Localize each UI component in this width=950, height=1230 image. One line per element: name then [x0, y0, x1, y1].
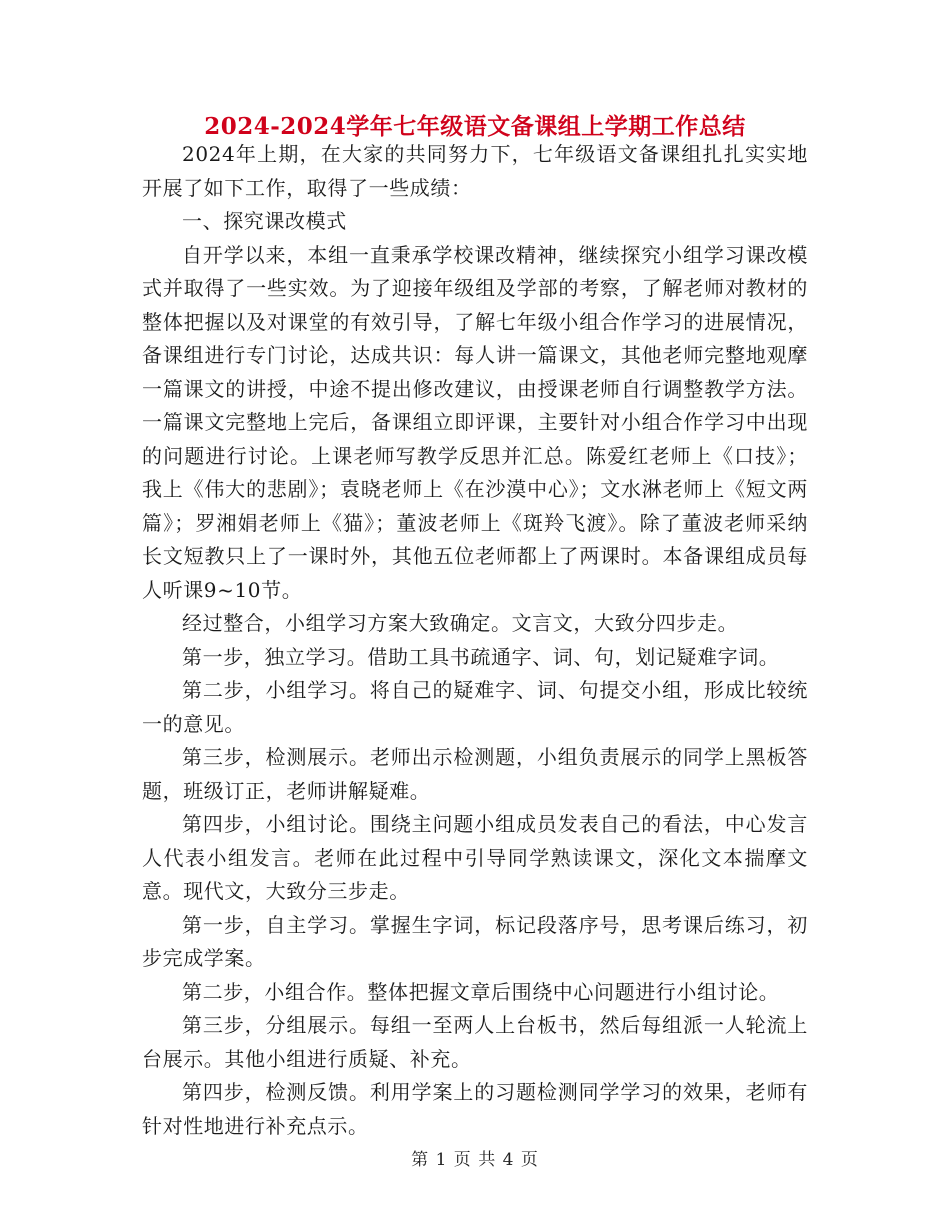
document-title: 2024-2024学年七年级语文备课组上学期工作总结: [204, 113, 746, 140]
paragraph-modern-step-1: 第一步，自主学习。掌握生字词，标记段落序号，思考课后练习，初步完成学案。: [142, 912, 808, 970]
paragraph-modern-step-2: 第二步，小组合作。整体把握文章后围绕中心问题进行小组讨论。: [182, 979, 780, 1004]
section-heading-1: 一、探究课改模式: [182, 209, 347, 233]
paragraph-intro: 2024年上期，在大家的共同努力下，七年级语文备课组扎扎实实地开展了如下工作，取得了一些成绩：: [142, 142, 808, 200]
paragraph-modern-step-4: 第四步，检测反馈。利用学案上的习题检测同学学习的效果，老师有针对性地进行补充点示。: [142, 1080, 808, 1138]
paragraph-main: 自开学以来，本组一直秉承学校课改精神，继续探究小组学习课改模式并取得了一些实效。为了迎接年级组及学部的考察，了解老师对教材的整体把握以及对课堂的有效引导，了解七年级小组合作学习的进展情况，备课组进行专门讨论，达成共识：每人讲一篇课文，其他老师完整地观摩一篇课文的讲授，中途不提出修改建议，由授课老师自行调整教学方法。一篇课文完整地上完后，备课组立即评课，主要针对小组合作学习中出现的问题进行讨论。上课老师写教学反思并汇总。陈爱红老师上《口技》；我上《伟大的悲剧》；袁晓老师上《在沙漠中心》；文水淋老师上《短文两篇》；罗湘娟老师上《猫》；董波老师上《斑羚飞渡》。除了董波老师采纳长文短教只上了一课时外，其他五位老师都上了两课时。本备课组成员每人听课9~10节。: [142, 242, 808, 602]
paragraph-classical-step-2: 第二步，小组学习。将自己的疑难字、词、句提交小组，形成比较统一的意见。: [142, 678, 808, 736]
paragraph-modern-step-3: 第三步，分组展示。每组一至两人上台板书，然后每组派一人轮流上台展示。其他小组进行质疑、补充。: [142, 1013, 808, 1071]
paragraph-classical-step-3: 第三步，检测展示。老师出示检测题，小组负责展示的同学上黑板答题，班级订正，老师讲解疑难。: [142, 745, 808, 803]
paragraph-classical-step-4: 第四步，小组讨论。围绕主问题小组成员发表自己的看法，中心发言人代表小组发言。老师在此过程中引导同学熟读课文，深化文本揣摩文意。现代文，大致分三步走。: [142, 812, 808, 903]
document-body: [142, 138, 808, 1143]
paragraph-classical-step-1: 第一步，独立学习。借助工具书疏通字、词、句，划记疑难字词。: [182, 644, 780, 669]
paragraph-integration: 经过整合，小组学习方案大致确定。文言文，大致分四步走。: [182, 611, 739, 635]
page-number-footer: 第 1 页 共 4 页: [411, 1150, 539, 1170]
